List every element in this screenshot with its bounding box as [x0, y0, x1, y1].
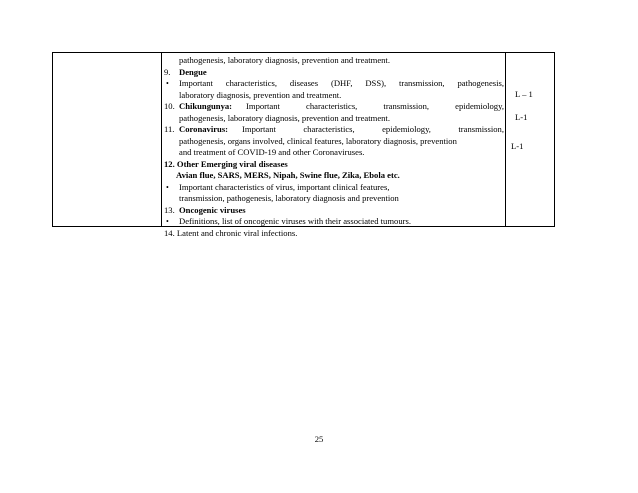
topic-desc: Important characteristics, epidemiology, transmission,: [242, 124, 504, 134]
topic-title: Chikungunya:: [179, 101, 233, 111]
topics-cell: [164, 55, 504, 239]
topic-number: 13.: [164, 204, 175, 215]
text-line: pathogenesis, laboratory diagnosis, prevention and treatment.: [179, 112, 390, 123]
topic-10: [164, 101, 504, 113]
topic-9: [164, 67, 504, 79]
text-line: pathogenesis, laboratory diagnosis, prevention and treatment.: [179, 55, 390, 65]
page-number: 25: [314, 434, 324, 444]
topic-12-heading: 12. Other Emerging viral diseases: [164, 158, 288, 169]
table-right-border: [554, 52, 555, 227]
topic-title: Dengue: [179, 66, 207, 77]
bullet-item: [164, 182, 504, 194]
lecture-label: L-1: [511, 141, 524, 151]
topic-13: [164, 205, 504, 217]
bullet-item: [164, 78, 504, 90]
bullet-icon: •: [166, 217, 169, 226]
topic-title: Oncogenic viruses: [179, 204, 246, 215]
topic-number: 10.: [164, 101, 175, 111]
topic-12-subheading: Avian flue, SARS, MERS, Nipah, Swine flue, Zika, Ebola etc.: [176, 170, 400, 180]
topic-line: [179, 124, 504, 136]
topic-number: 9.: [164, 66, 171, 77]
table-left-border: [52, 52, 53, 227]
table-divider-1: [161, 52, 162, 227]
bullet-text: Important characteristics of virus, important clinical features,: [179, 181, 390, 192]
text-line: transmission, pathogenesis, laboratory diagnosis and prevention: [179, 193, 399, 203]
topic-line: [179, 101, 504, 113]
topic-number: 11.: [164, 124, 175, 134]
topic-11: [164, 124, 504, 136]
bullet-text: Definitions, list of oncogenic viruses with their associated tumours.: [179, 216, 411, 226]
bullet-icon: •: [166, 182, 169, 192]
bullet-icon: •: [166, 79, 169, 88]
table-divider-2: [505, 52, 506, 227]
lecture-label: L – 1: [515, 89, 533, 99]
table-top-border: [52, 52, 555, 53]
topic-14: 14. Latent and chronic viral infections.: [164, 227, 298, 238]
text-line: and treatment of COVID-19 and other Coronaviruses.: [179, 147, 365, 157]
text-line: laboratory diagnosis, prevention and treatment.: [179, 89, 342, 100]
topic-title: Coronavirus:: [179, 124, 229, 134]
text-line: pathogenesis, organs involved, clinical features, laboratory diagnosis, prevention: [179, 135, 457, 146]
bullet-item: [164, 216, 504, 228]
topic-desc: Important characteristics, transmission, epidemiology,: [246, 101, 504, 111]
lecture-label: L-1: [515, 112, 528, 122]
bullet-text: Important characteristics, diseases (DHF, DSS), transmission, pathogenesis,: [179, 78, 504, 88]
